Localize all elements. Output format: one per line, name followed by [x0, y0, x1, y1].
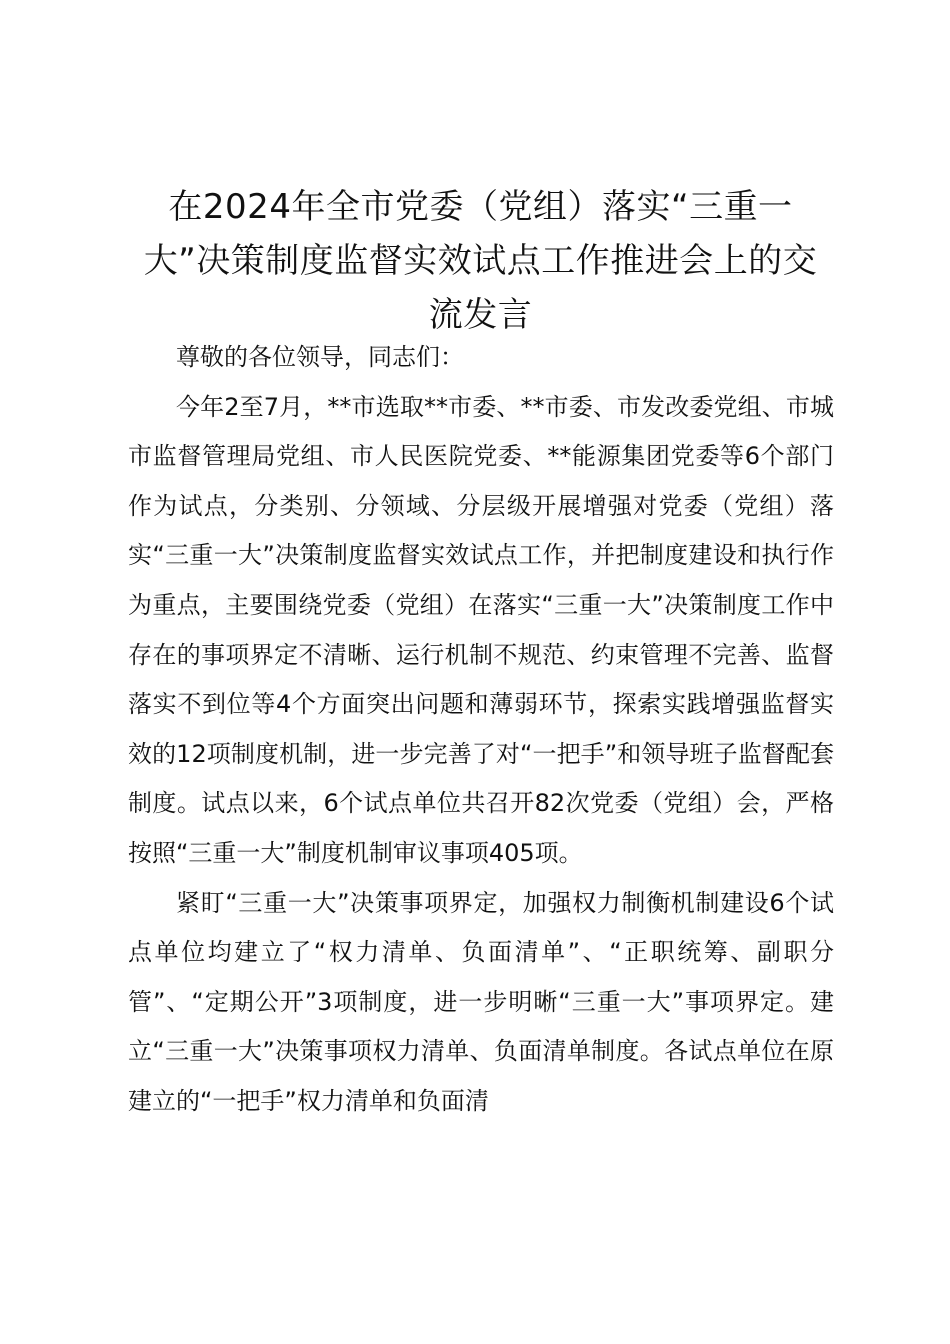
- document-body: [128, 333, 834, 1127]
- document-title: 在2024年全市党委（党组）落实“三重一大”决策制度监督实效试点工作推进会上的交流发言: [143, 187, 818, 335]
- greeting: 尊敬的各位领导，同志们：: [176, 343, 464, 371]
- paragraph-2: 紧盯“三重一大”决策事项界定，加强权力制衡机制建设6个试点单位均建立了“权力清单、负面清单”、“正职统筹、副职分管”、“定期公开”3项制度，进一步明晰“三重一大”事项界定。建立“三重一大”决策事项权力清单、负面清单制度。各试点单位在原建立的“一把手”权力清单和负面清: [128, 888, 834, 1115]
- paragraph-1: 今年2至7月，**市选取**市委、**市委、市发改委党组、市城市监督管理局党组、市人民医院党委、**能源集团党委等6个部门作为试点，分类别、分领域、分层级开展增强对党委（党组）落实“三重一大”决策制度监督实效试点工作，并把制度建设和执行作为重点，主要围绕党委（党组）在落实“三重一大”决策制度工作中存在的事项界定不清晰、运行机制不规范、约束管理不完善、监督落实不到位等4个方面突出问题和薄弱环节，探索实践增强监督实效的12项制度机制，进一步完善了对“一把手”和领导班子监督配套制度。试点以来，6个试点单位共召开82次党委（党组）会，严格按照“三重一大”制度机制审议事项405项。: [128, 392, 834, 867]
